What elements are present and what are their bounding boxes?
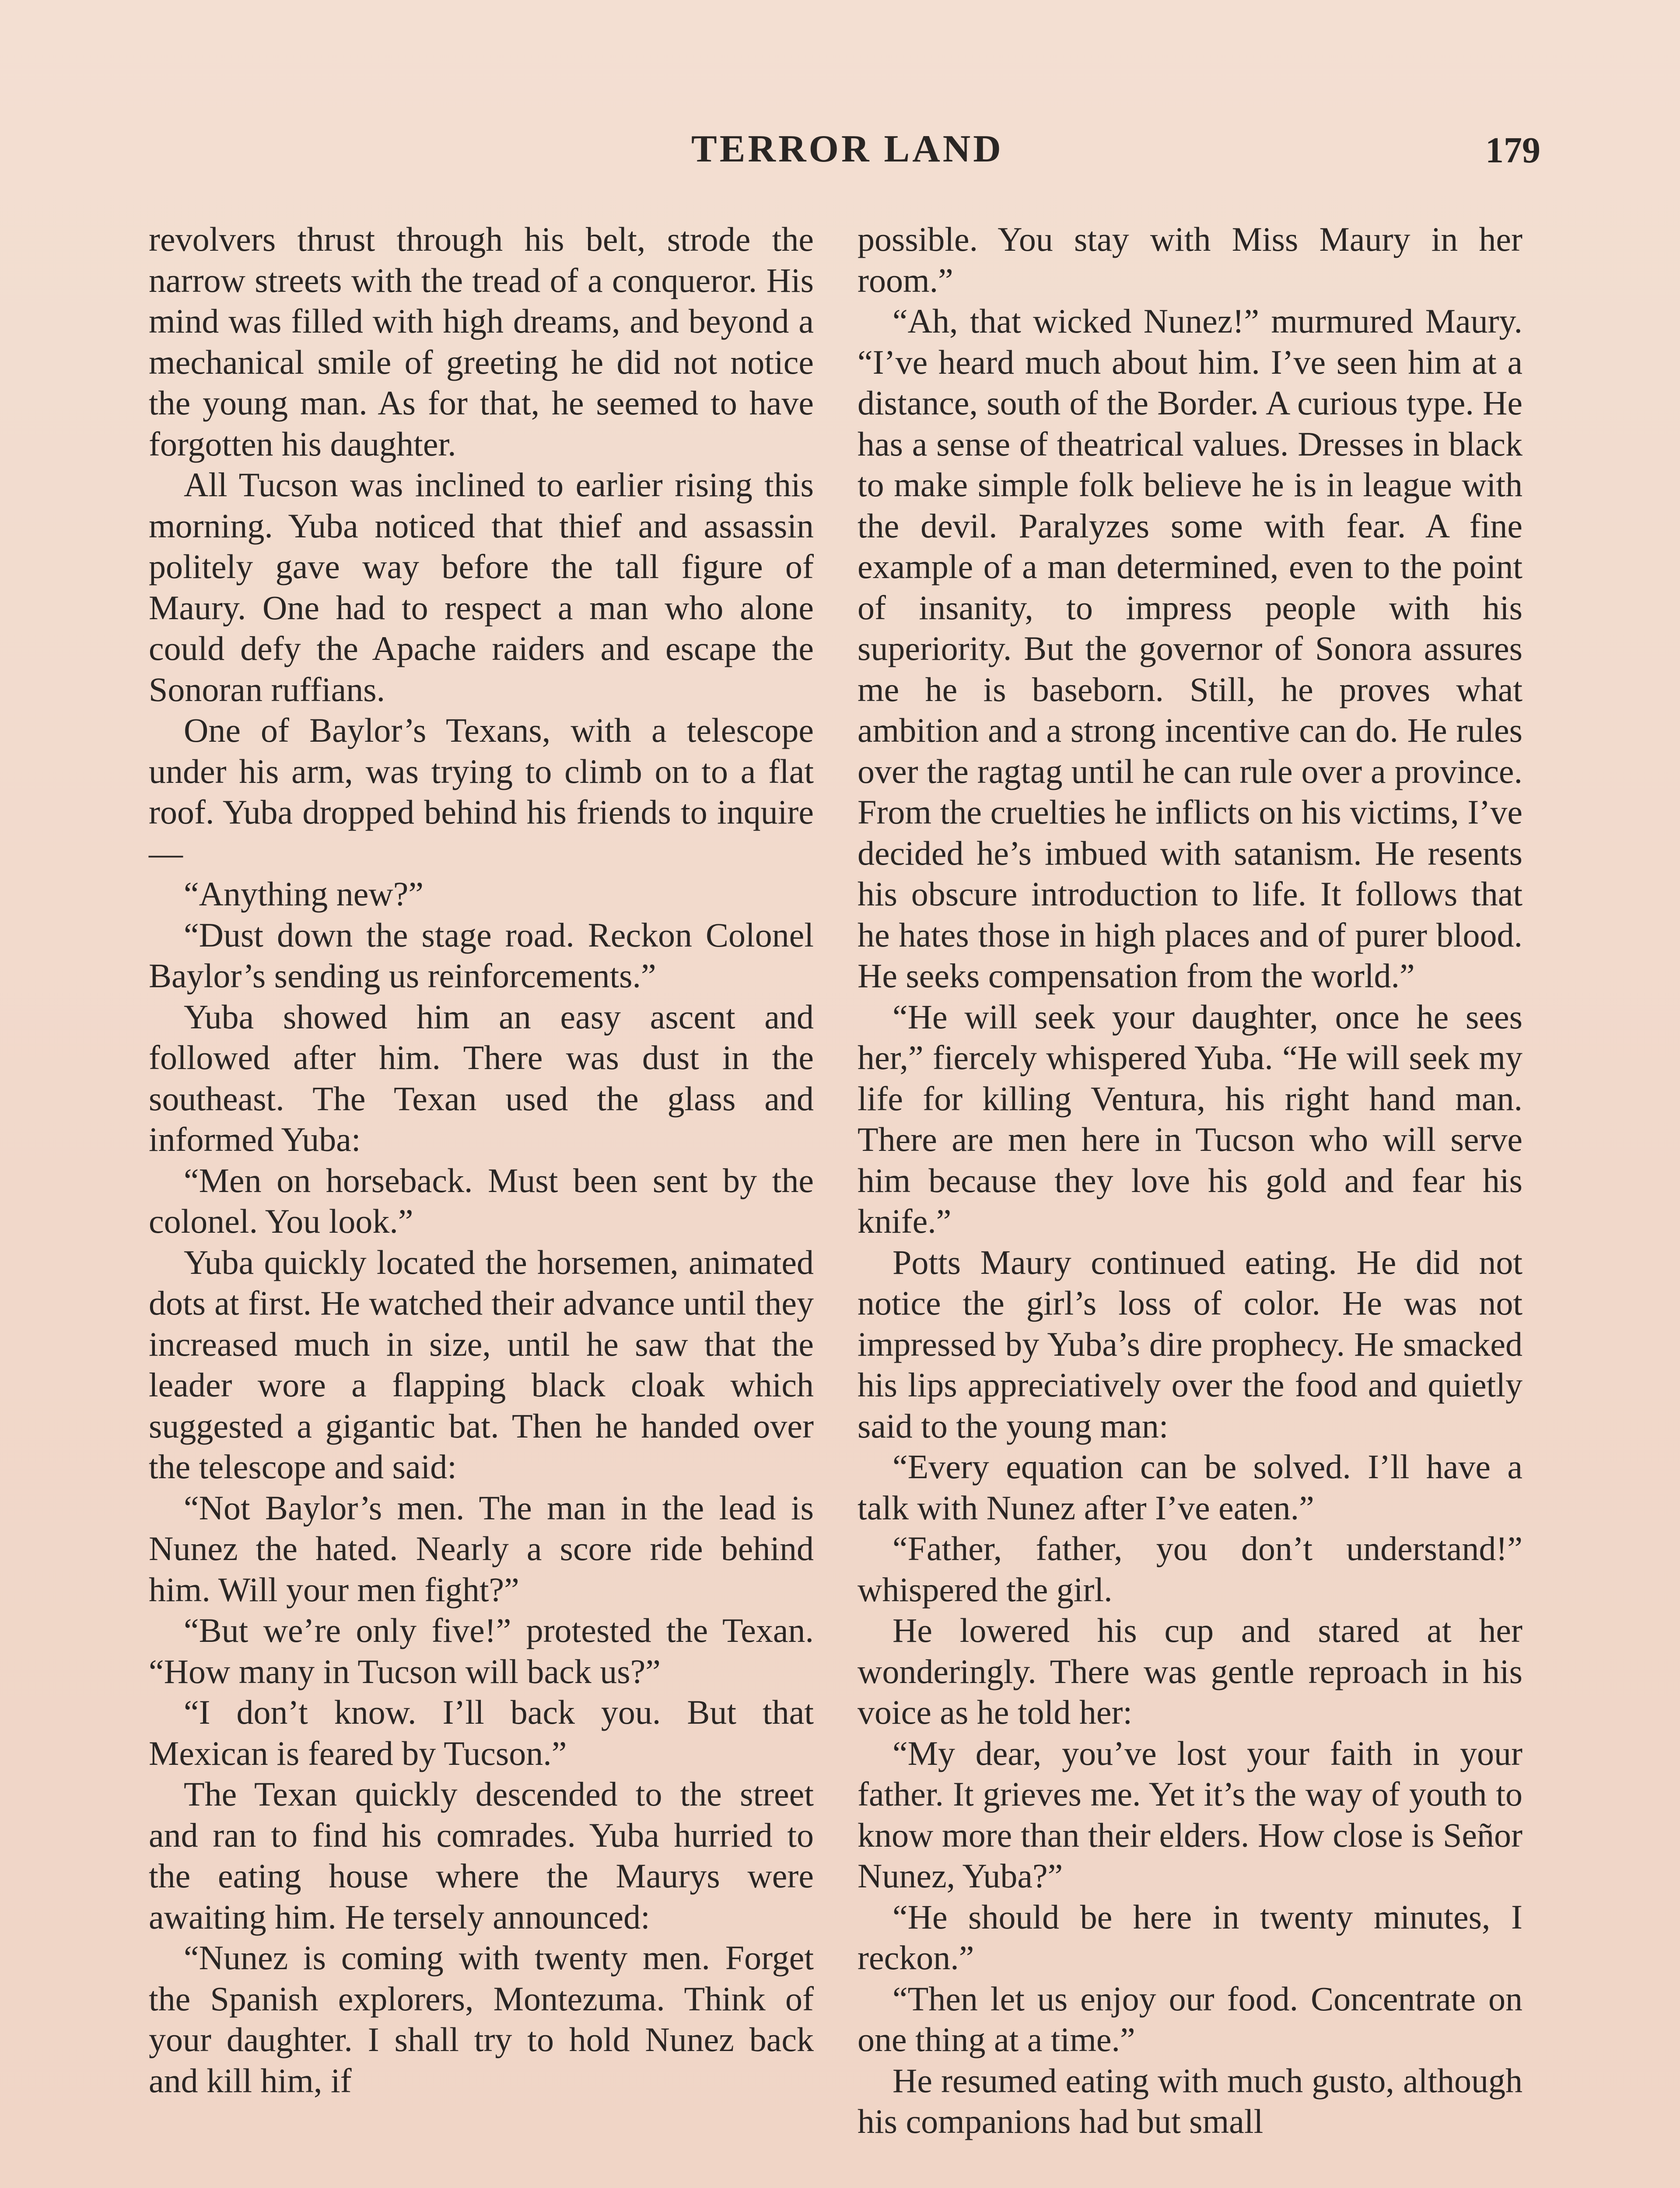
paragraph: One of Baylor’s Texans, with a telescope under his arm, was trying to climb on to a flat roof. Yuba dropped behind his friends to inquire— [149, 711, 814, 872]
paragraph: All Tucson was inclined to earlier rising this morning. Yuba noticed that thief and assassin politely gave way before the tall figure of Maury. One had to respect a man who alone could defy the Apache raiders and escape the Sonoran ruffians. [149, 466, 814, 708]
paragraph: “But we’re only five!” protested the Texan. “How many in Tucson will back us?” [149, 1611, 814, 1690]
paragraph: “He will seek your daughter, once he sees her,” fiercely whispered Yuba. “He will seek my life for killing Ventura, his right hand man. There are men here in Tucson who will serve him because they love his gold and fear his knife.” [858, 997, 1522, 1240]
paragraph: “My dear, you’ve lost your faith in your father. It grieves me. Yet it’s the way of youth to know more than their elders. How close is Señor Nunez, Yuba?” [858, 1734, 1522, 1895]
paragraph: Potts Maury continued eating. He did not notice the girl’s loss of color. He was not impressed by Yuba’s dire prophecy. He smacked his lips appreciatively over the food and quietly said to the young man: [858, 1243, 1522, 1445]
paragraph: He lowered his cup and stared at her wonderingly. There was gentle reproach in his voice as he told her: [858, 1611, 1522, 1731]
paragraph: “Ah, that wicked Nunez!” murmured Maury. “I’ve heard much about him. I’ve seen him at a distance, south of the Border. A curious type. He has a sense of theatrical values. Dresses in black to make simple folk believe he is in league with the devil. Paralyzes some with fear. A fine example of a man determined, even to the point of insanity, to impress people with his superiority. But the governor of Sonora assures me he is baseborn. Still, he proves what ambition and a strong incentive can do. He rules over the ragtag until he can rule over a province. From the cruelties he inflicts on his victims, I’ve decided he’s imbued with satanism. He resents his obscure introduction to life. It follows that he hates those in high places and of purer blood. He seeks compensation from the world.” [858, 302, 1522, 995]
paragraph: revolvers thrust through his belt, strode the narrow streets with the tread of a conqueror. His mind was filled with high dreams, and beyond a mechanical smile of greeting he did not notice the young man. As for that, he seemed to have forgotten his daughter. [149, 220, 814, 463]
text-column-left [149, 219, 814, 2101]
paragraph: “Then let us enjoy our food. Concentrate on one thing at a time.” [858, 1979, 1522, 2058]
paragraph: “Father, father, you don’t understand!” whispered the girl. [858, 1529, 1522, 1609]
paragraph: possible. You stay with Miss Maury in her room.” [858, 220, 1522, 299]
paragraph: “Nunez is coming with twenty men. Forget the Spanish explorers, Montezuma. Think of your daughter. I shall try to hold Nunez back and kill him, if [149, 1939, 814, 2100]
paragraph: “Every equation can be solved. I’ll have a talk with Nunez after I’ve eaten.” [858, 1448, 1522, 1527]
paragraph: “He should be here in twenty minutes, I reckon.” [858, 1897, 1522, 1977]
running-header-title: TERROR LAND [691, 128, 1004, 170]
paragraph: “Dust down the stage road. Reckon Colonel Baylor’s sending us reinforcements.” [149, 915, 814, 995]
paragraph: Yuba quickly located the horsemen, animated dots at first. He watched their advance until they increased much in size, until he saw that the leader wore a flapping black cloak which suggested a gigantic bat. Then he handed over the telescope and said: [149, 1243, 814, 1486]
text-column-right [858, 219, 1522, 2142]
page-number: 179 [1485, 130, 1540, 171]
paragraph: “Men on horseback. Must been sent by the colonel. You look.” [149, 1161, 814, 1240]
paragraph: “I don’t know. I’ll back you. But that Mexican is feared by Tucson.” [149, 1693, 814, 1772]
paragraph: The Texan quickly descended to the street and ran to find his comrades. Yuba hurried to the eating house where the Maurys were awaiting him. He tersely announced: [149, 1775, 814, 1936]
paragraph: Yuba showed him an easy ascent and followed after him. There was dust in the southeast. The Texan used the glass and informed Yuba: [149, 997, 814, 1158]
paragraph: He resumed eating with much gusto, although his companions had but small [858, 2061, 1522, 2140]
paragraph: “Anything new?” [184, 875, 424, 913]
paragraph: “Not Baylor’s men. The man in the lead is Nunez the hated. Nearly a score ride behind him. Will your men fight?” [149, 1488, 814, 1609]
